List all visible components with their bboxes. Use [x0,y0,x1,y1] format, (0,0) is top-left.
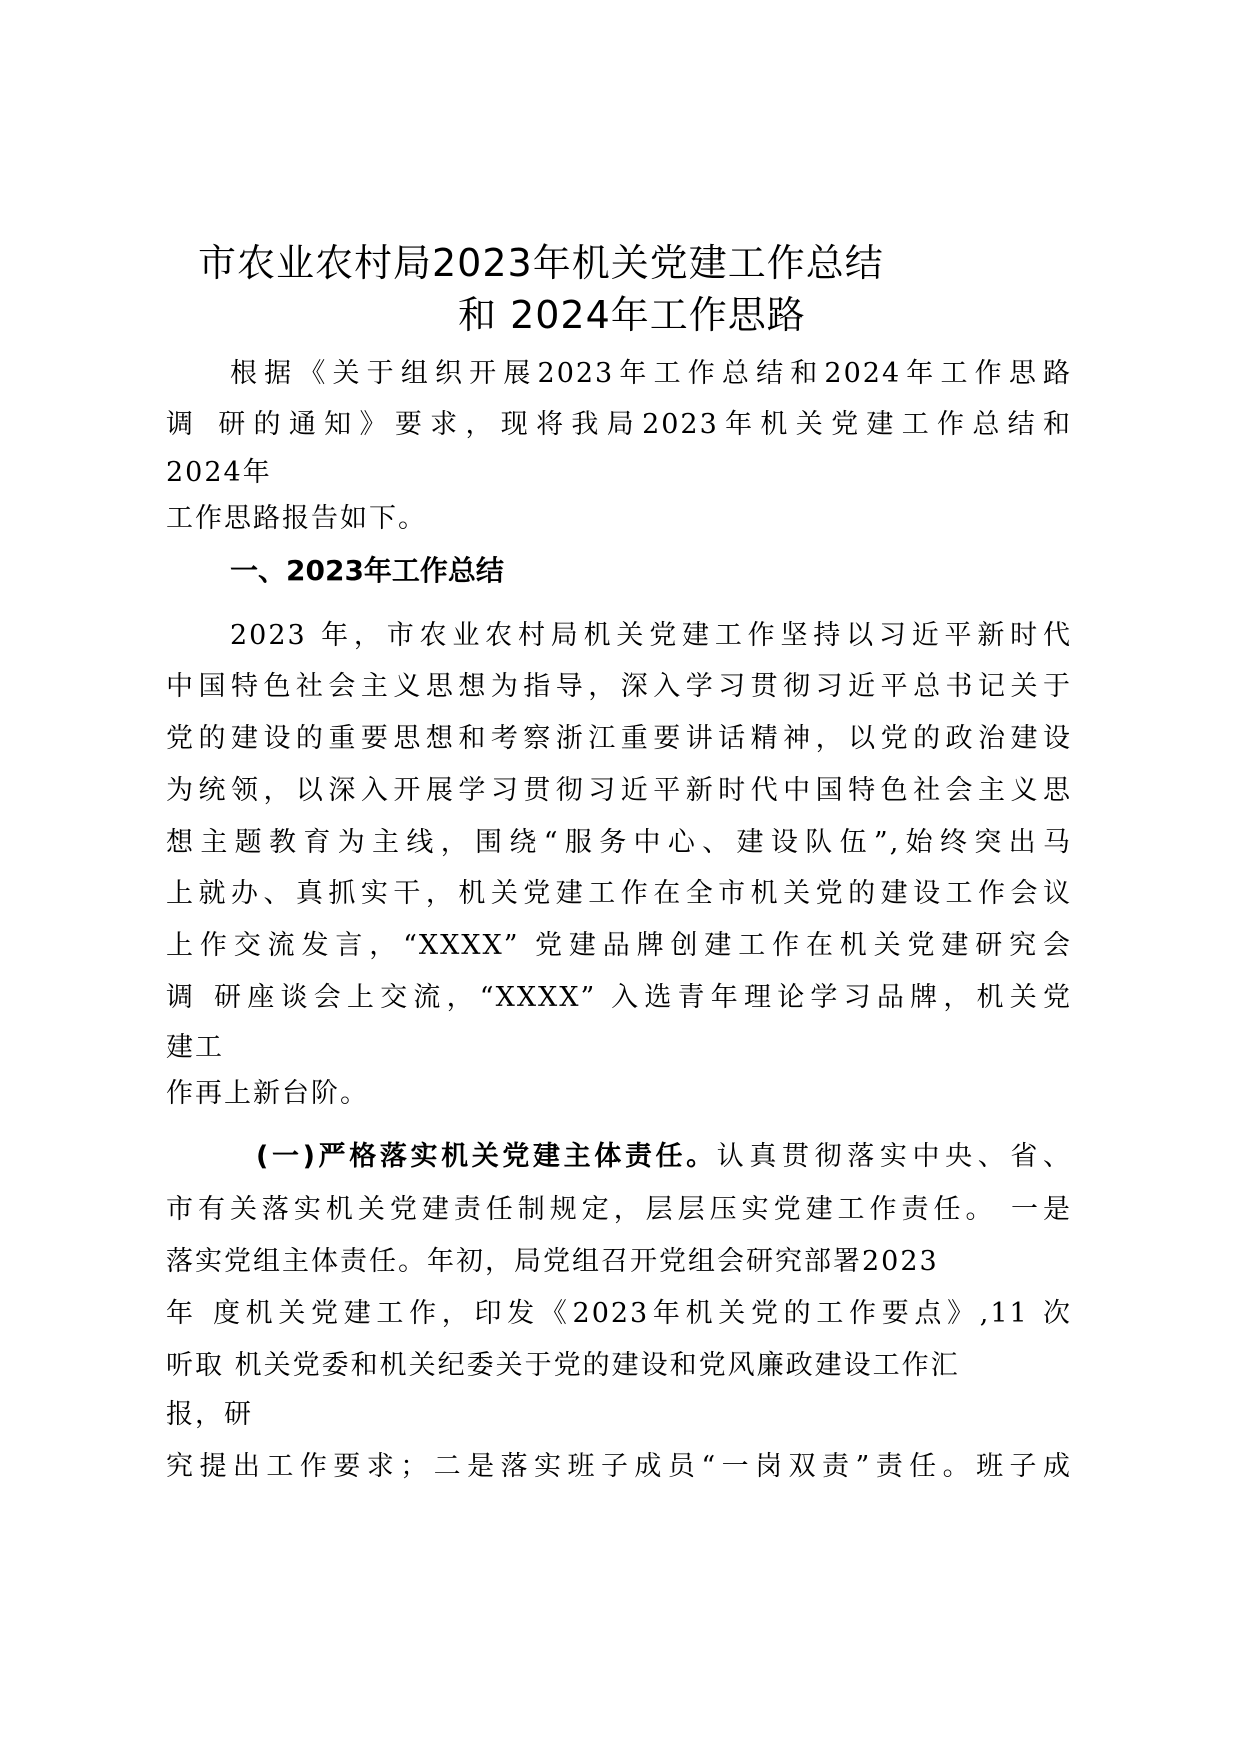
intro-line-4: 工作思路报告如下。 [166,503,427,534]
intro-line-3: 2024年 [166,457,272,488]
summary-line-8: 调 研座谈会上交流，“XXXX” 入选青年理论学习品牌，机关党 [166,982,1072,1013]
summary-line-5: 想主题教育为主线，围绕“服务中心、建设队伍”,始终突出马 [166,827,1072,858]
subsection-1-line-4: 年 度机关党建工作，印发《2023年机关党的工作要点》,11 次 [166,1298,1072,1329]
subsection-1-line-7: 究提出工作要求；二是落实班子成员“一岗双责”责任。班子成 [166,1451,1072,1482]
summary-line-10: 作再上新台阶。 [166,1078,369,1109]
subsection-1-line-1 [256,1140,1072,1174]
document-title-line-2: 和 2024年工作思路 [458,293,806,337]
summary-line-3: 党的建设的重要思想和考察浙江重要讲话精神，以党的政治建设 [166,723,1072,754]
intro-line-2: 调 研的通知》要求，现将我局2023年机关党建工作总结和 [166,409,1072,440]
subsection-1-line-6: 报，研 [166,1399,253,1430]
summary-line-4: 为统领，以深入开展学习贯彻习近平新时代中国特色社会主义思 [166,775,1072,806]
summary-line-1: 2023 年，市农业农村局机关党建工作坚持以习近平新时代 [230,620,1072,651]
subsection-1-line-5: 听取 机关党委和机关纪委关于党的建设和党风廉政建设工作汇 [166,1350,960,1381]
summary-line-9: 建工 [166,1032,224,1063]
section-heading-2023-summary: 一、2023年工作总结 [230,554,504,587]
summary-line-2: 中国特色社会主义思想为指导，深入学习贯彻习近平总书记关于 [166,671,1072,702]
summary-line-7: 上作交流发言，“XXXX” 党建品牌创建工作在机关党建研究会 [166,930,1072,961]
document-title-line-1: 市农业农村局2023年机关党建工作总结 [198,241,884,285]
subsection-1-line-3: 落实党组主体责任。年初，局党组召开党组会研究部署2023 [166,1246,939,1277]
subsection-1-line-1-rest: 认真贯彻落实中央、省、 [716,1141,1072,1172]
summary-line-6: 上就办、真抓实干，机关党建工作在全市机关党的建设工作会议 [166,878,1072,909]
subsection-1-line-2: 市有关落实机关党建责任制规定，层层压实党建工作责任。 一是 [166,1194,1072,1225]
subsection-1-lead: (一)严格落实机关党建主体责任。 [256,1141,717,1172]
intro-line-1: 根据《关于组织开展2023年工作总结和2024年工作思路 [230,358,1072,389]
